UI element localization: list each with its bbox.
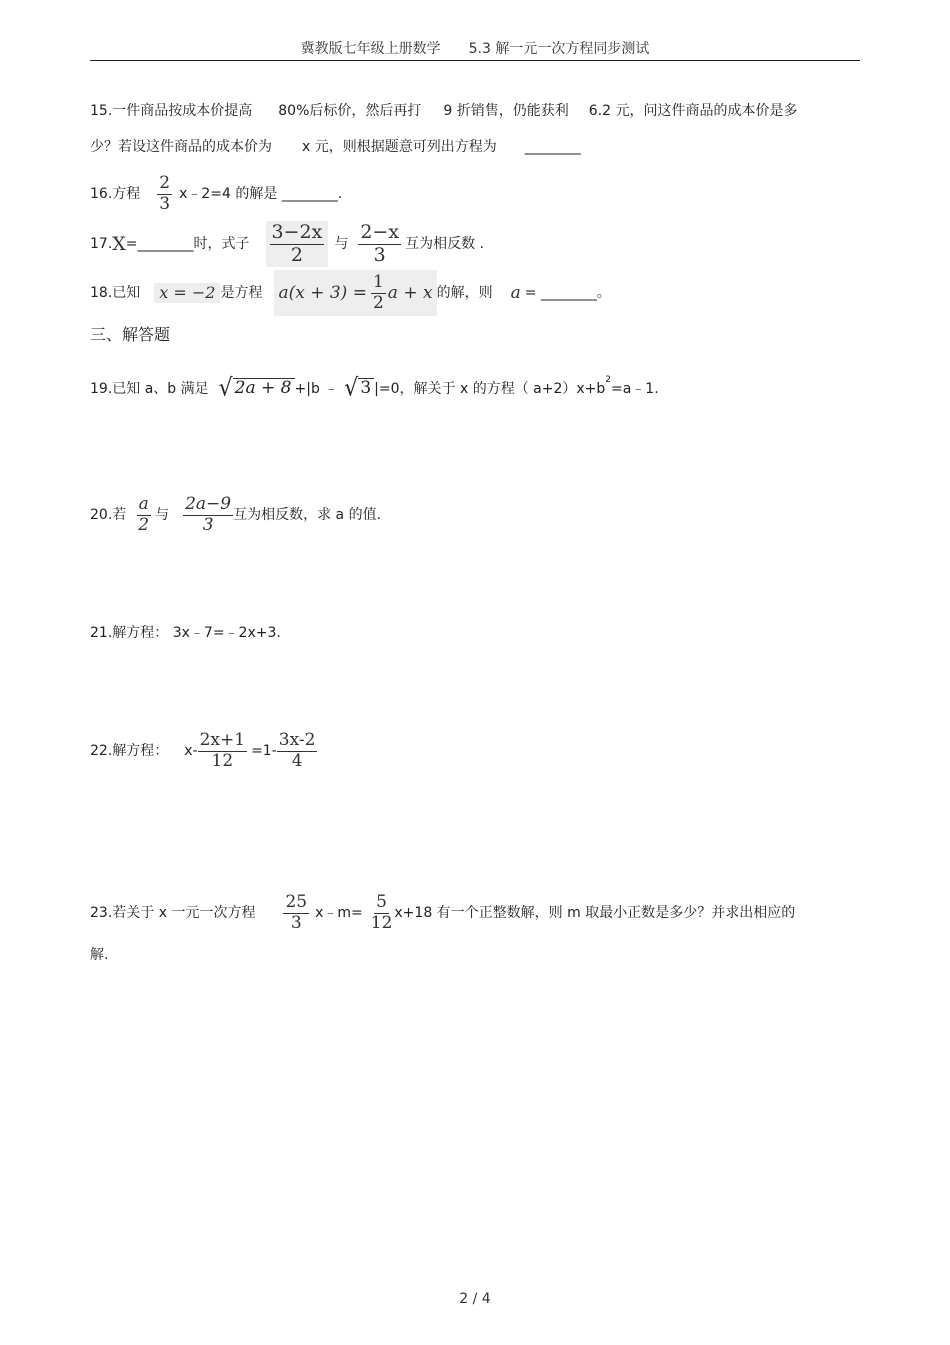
q22-fraction-1	[198, 729, 247, 771]
header-section-title: 5.3 解一元一次方程同步测试	[468, 41, 650, 57]
q19-mid: +|b ﹣	[294, 381, 339, 397]
page-header	[0, 38, 950, 58]
q23-suffix: x+18 有一个正整数解，则 m 取最小正数是多少？并求出相应的	[394, 905, 796, 921]
q22-prefix: 22.解方程：	[90, 743, 169, 759]
q18-prefix: 18.已知	[90, 285, 141, 301]
q20-fraction-1	[136, 493, 151, 535]
q20-frac2-den: 3	[202, 514, 214, 535]
q19-suffix-b: =a﹣1.	[611, 381, 659, 397]
q17-frac1-num: 3−2x	[271, 220, 323, 243]
q18-variable: a	[510, 282, 521, 303]
q17-frac2-den: 3	[373, 243, 386, 266]
q18-equation	[274, 270, 436, 316]
question-21: 21.解方程： 3x﹣7=﹣2x+3.	[90, 625, 281, 641]
question-20	[90, 494, 381, 536]
q18-given: x = −2	[154, 283, 220, 303]
q20-prefix: 20.若	[90, 507, 127, 523]
q16-frac-den: 3	[159, 193, 171, 214]
page-number: 2 / 4	[459, 1291, 491, 1307]
q20-mid: 与	[155, 507, 170, 523]
q22-frac2-den: 4	[291, 750, 303, 771]
header-book-title: 冀教版七年级上册数学	[300, 41, 441, 57]
q20-fraction-2	[183, 493, 233, 535]
section-3-title: 三、解答题	[90, 325, 171, 344]
q16-fraction	[152, 173, 177, 216]
q18-eq-right: a + x	[387, 282, 433, 303]
q18-eq-left: a(x + 3) =	[278, 282, 367, 303]
q19-sqrt1-body: 2a + 8	[233, 378, 295, 400]
q23-mid: x﹣m=	[315, 905, 363, 921]
q17-frac2-num: 2−x	[360, 220, 400, 243]
q15-answer-blank: ________	[524, 139, 581, 155]
q22-frac1-num: 2x+1	[199, 729, 246, 750]
q15-text-b: 80%后标价，然后再打	[278, 103, 422, 119]
q20-suffix: 互为相反数，求 a 的值.	[233, 507, 382, 523]
q18-eq-fraction	[371, 271, 386, 313]
q22-x: x-	[184, 743, 198, 759]
q17-fraction-1	[266, 221, 329, 268]
q15-text-c: 9 折销售，仍能获利	[443, 103, 569, 119]
q19-suffix-a: |=0，解关于 x 的方程（ a+2）x+b	[374, 381, 606, 397]
q17-frac1-den: 2	[290, 243, 303, 266]
q17-fraction-2	[358, 220, 401, 266]
q20-frac1-num: a	[138, 493, 149, 514]
question-15-line-2	[90, 140, 581, 154]
question-17	[90, 218, 484, 270]
q19-sqrt-1: √ 2a + 8	[219, 378, 295, 400]
q23-fraction-2	[369, 891, 395, 933]
q17-suffix: 互为相反数 .	[405, 236, 484, 252]
q17-blank: =________时，式子	[125, 236, 250, 252]
q17-mid: 与	[334, 236, 349, 252]
q16-suffix: x﹣2=4 的解是 ________.	[179, 186, 343, 202]
q20-frac1-den: 2	[138, 514, 150, 535]
q16-frac-num: 2	[159, 172, 171, 193]
q23-frac1-num: 25	[285, 891, 308, 912]
q16-prefix: 16.方程	[90, 186, 141, 202]
q22-fraction-2	[277, 729, 318, 771]
question-18	[90, 268, 611, 318]
q15-text-e: 少？若设这件商品的成本价为	[90, 139, 272, 155]
q23-frac2-num: 5	[376, 891, 387, 912]
q18-eq-frac-den: 2	[372, 292, 384, 313]
question-15-line-1	[90, 104, 797, 118]
q19-superscript: 2	[605, 374, 611, 385]
q18-eq-frac-num: 1	[372, 271, 384, 292]
q23-prefix: 23.若关于 x 一元一次方程	[90, 905, 256, 921]
question-23-line-2: 解.	[90, 947, 109, 963]
q15-text-f: x 元，则根据题意可列出方程为	[302, 139, 497, 155]
header-divider	[90, 60, 860, 61]
q18-suffix: = ________。	[524, 285, 611, 301]
q20-frac2-num: 2a−9	[185, 493, 232, 514]
q19-sqrt2-body: 3	[358, 378, 374, 400]
q17-prefix: 17.	[90, 236, 113, 252]
question-19	[90, 370, 659, 408]
q23-fraction-1	[283, 891, 309, 933]
q22-frac1-den: 12	[211, 750, 234, 771]
q23-frac2-den: 12	[370, 912, 393, 933]
q19-sqrt-2: √ 3	[344, 378, 374, 400]
q23-frac1-den: 3	[290, 912, 302, 933]
question-16	[90, 172, 342, 216]
q18-mid: 是方程	[220, 285, 263, 301]
q17-variable: X	[112, 232, 126, 255]
question-22	[90, 730, 317, 772]
question-23-line-1	[90, 892, 795, 934]
q18-mid2: 的解，则	[436, 285, 493, 301]
q15-text-d: 6.2 元，问这件商品的成本价是多	[588, 103, 798, 119]
q22-frac2-num: 3x-2	[278, 729, 316, 750]
q15-text-a: 15.一件商品按成本价提高	[90, 103, 253, 119]
q22-mid: =1-	[251, 743, 277, 759]
q19-prefix: 19.已知 a、b 满足	[90, 381, 209, 397]
